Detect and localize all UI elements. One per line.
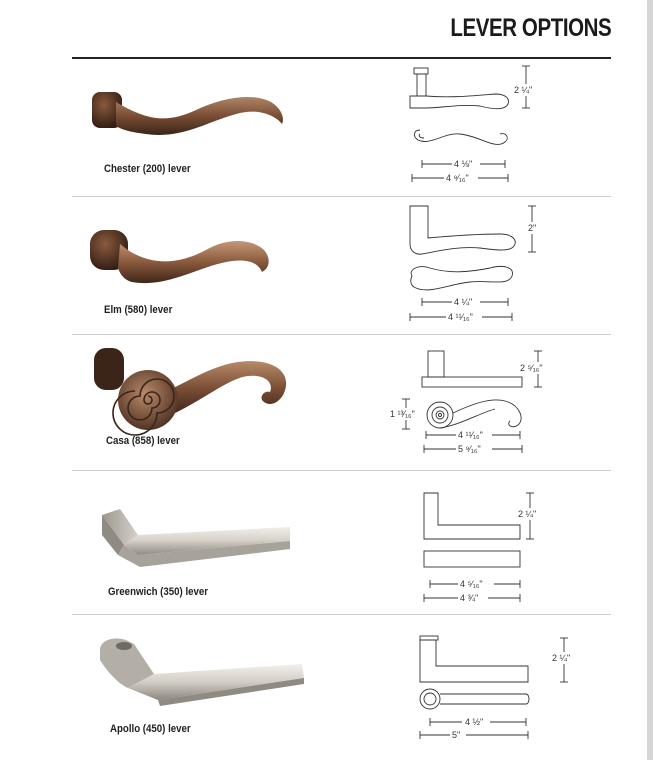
spiral-scroll — [118, 370, 178, 430]
row-divider — [72, 614, 611, 615]
apollo-lever-photo — [98, 634, 308, 709]
inner-length-dimension: 4 ½" — [465, 717, 484, 727]
outer-length-dimension: 4 ¹¹⁄₁₆" — [448, 312, 473, 322]
lever-name: Greenwich (350) lever — [108, 586, 209, 598]
height-dimension: 2 ¼" — [552, 653, 571, 663]
height-dimension: 2 ¼" — [518, 509, 537, 519]
page-edge — [647, 0, 653, 760]
lever-handle — [116, 97, 283, 135]
casa-lever-photo — [88, 342, 298, 432]
lever-handle — [118, 241, 269, 283]
greenwich-dimension-drawing — [400, 485, 550, 610]
row-divider — [72, 334, 611, 335]
lever-name: Chester (200) lever — [104, 163, 191, 175]
casa-dimension-drawing — [380, 345, 550, 460]
greenwich-lever-photo — [98, 505, 298, 575]
inner-length-dimension: 4 ⁵⁄₁₆" — [460, 579, 483, 589]
height-dimension: 2" — [528, 223, 537, 233]
lever-name: Apollo (450) lever — [110, 723, 191, 735]
row-divider — [72, 196, 611, 197]
elm-lever-photo — [86, 222, 286, 292]
outer-length-dimension: 5 ⁹⁄₁₆" — [458, 444, 481, 454]
inner-length-dimension: 4 ¹¹⁄₁₆" — [458, 430, 483, 440]
inner-length-dimension: 4 ⅛" — [454, 159, 473, 169]
side-height-dimension: 1 ¹³⁄₁₆" — [390, 409, 415, 419]
outer-length-dimension: 4 ⁹⁄₁₆" — [446, 173, 469, 183]
title-rule — [72, 57, 611, 59]
elm-dimension-drawing — [400, 202, 550, 327]
lever-name: Elm (580) lever — [104, 304, 173, 316]
rose — [94, 348, 124, 390]
row-divider — [72, 470, 611, 471]
page-title: LEVER OPTIONS — [450, 14, 611, 42]
height-dimension: 2 ⁵⁄₁₆" — [520, 363, 543, 373]
lever-name: Casa (858) lever — [106, 435, 180, 447]
inner-length-dimension: 4 ¼" — [454, 297, 473, 307]
outer-length-dimension: 4 ¾" — [460, 593, 479, 603]
outer-length-dimension: 5" — [452, 730, 461, 740]
apollo-dimension-drawing — [410, 630, 580, 750]
height-dimension: 2 ¼" — [514, 85, 533, 95]
chester-dimension-drawing — [400, 64, 550, 189]
chester-lever-photo — [86, 82, 296, 142]
